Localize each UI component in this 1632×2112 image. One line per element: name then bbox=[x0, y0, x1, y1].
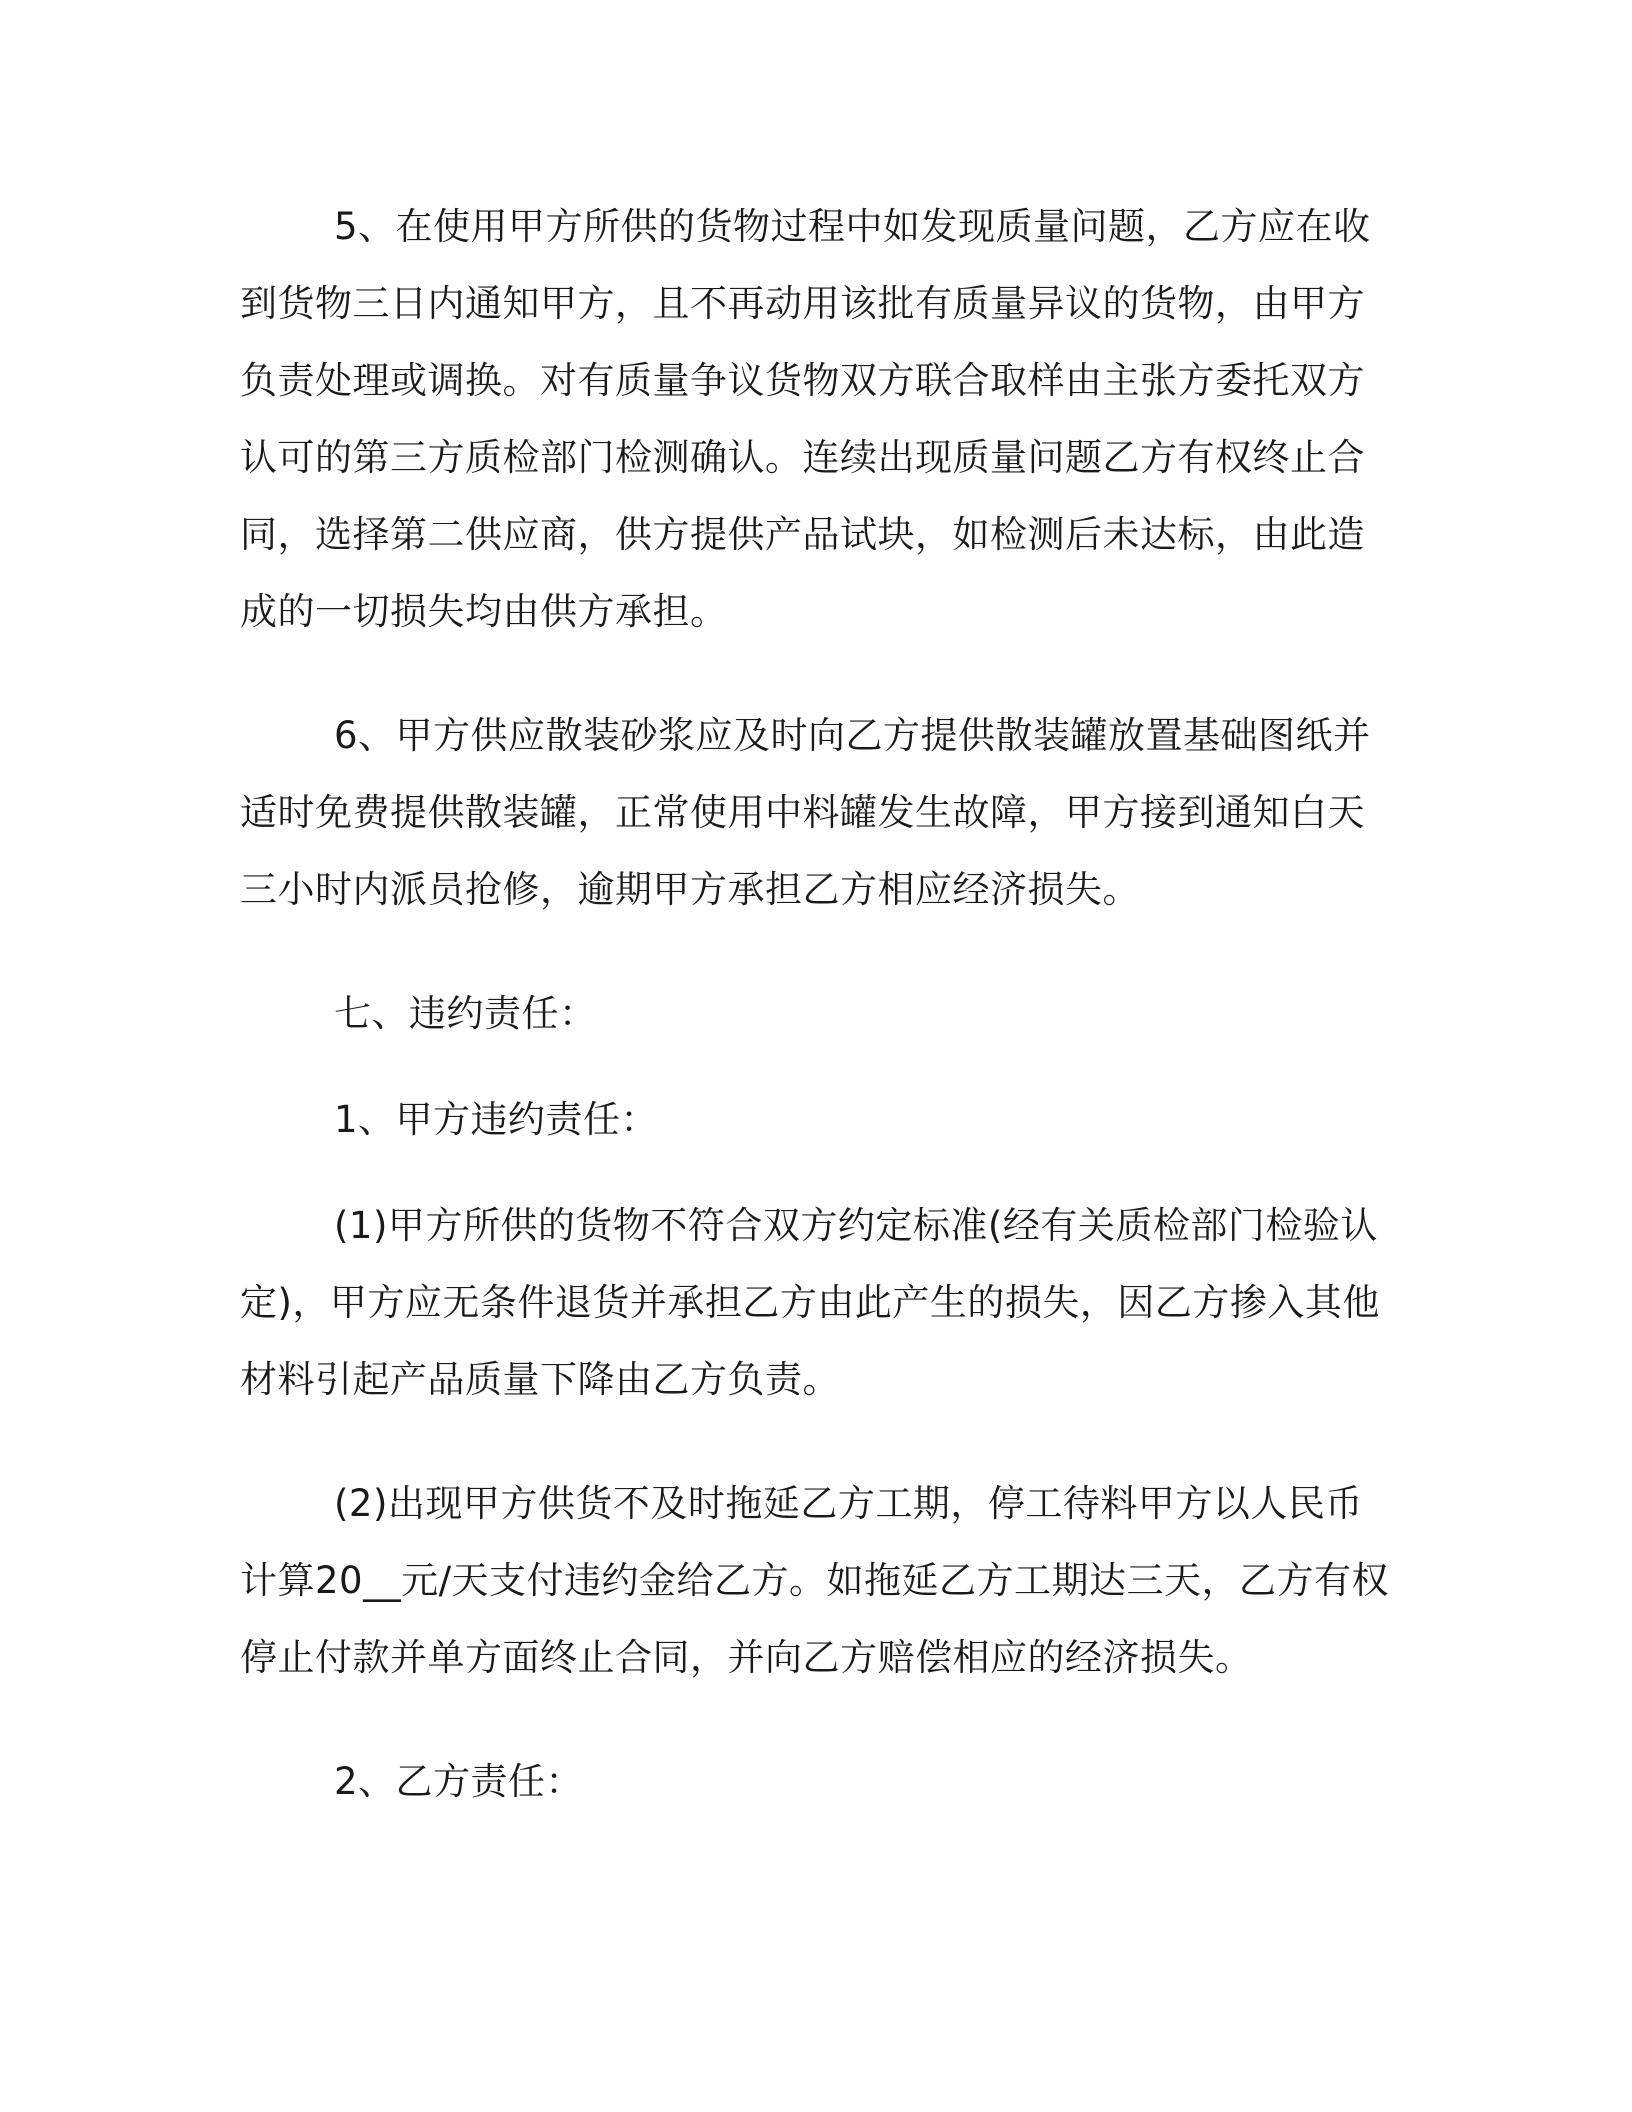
clause-6-paragraph: 6、甲方供应散装砂浆应及时向乙方提供散装罐放置基础图纸并适时免费提供散装罐，正常使用中料罐发生故障，甲方接到通知白天三小时内派员抢修，逾期甲方承担乙方相应经济损失。 bbox=[240, 714, 1371, 911]
party-a-item-2-paragraph: (2)出现甲方供货不及时拖延乙方工期，停工待料甲方以人民币计算20__元/天支付违约金给乙方。如拖延乙方工期达三天，乙方有权停止付款并单方面终止合同，并向乙方赔偿相应的经济损失。 bbox=[240, 1482, 1390, 1679]
clause-5-paragraph: 5、在使用甲方所供的货物过程中如发现质量问题，乙方应在收到货物三日内通知甲方，且不再动用该批有质量异议的货物，由甲方负责处理或调换。对有质量争议货物双方联合取样由主张方委托双方认可的第三方质检部门检测确认。连续出现质量问题乙方有权终止合同，选择第二供应商，供方提供产品试块，如检测后未达标，由此造成的一切损失均由供方承担。 bbox=[240, 205, 1371, 633]
party-b-liability-heading: 2、乙方责任： bbox=[334, 1760, 584, 1803]
party-a-item-1-paragraph: (1)甲方所供的货物不符合双方约定标准(经有关质检部门检验认定)，甲方应无条件退货并承担乙方由此产生的损失，因乙方掺入其他材料引起产品质量下降由乙方负责。 bbox=[240, 1204, 1380, 1401]
section-7-heading: 七、违约责任： bbox=[334, 992, 597, 1035]
document-body bbox=[240, 188, 1390, 1820]
party-a-liability-heading: 1、甲方违约责任： bbox=[334, 1098, 659, 1141]
